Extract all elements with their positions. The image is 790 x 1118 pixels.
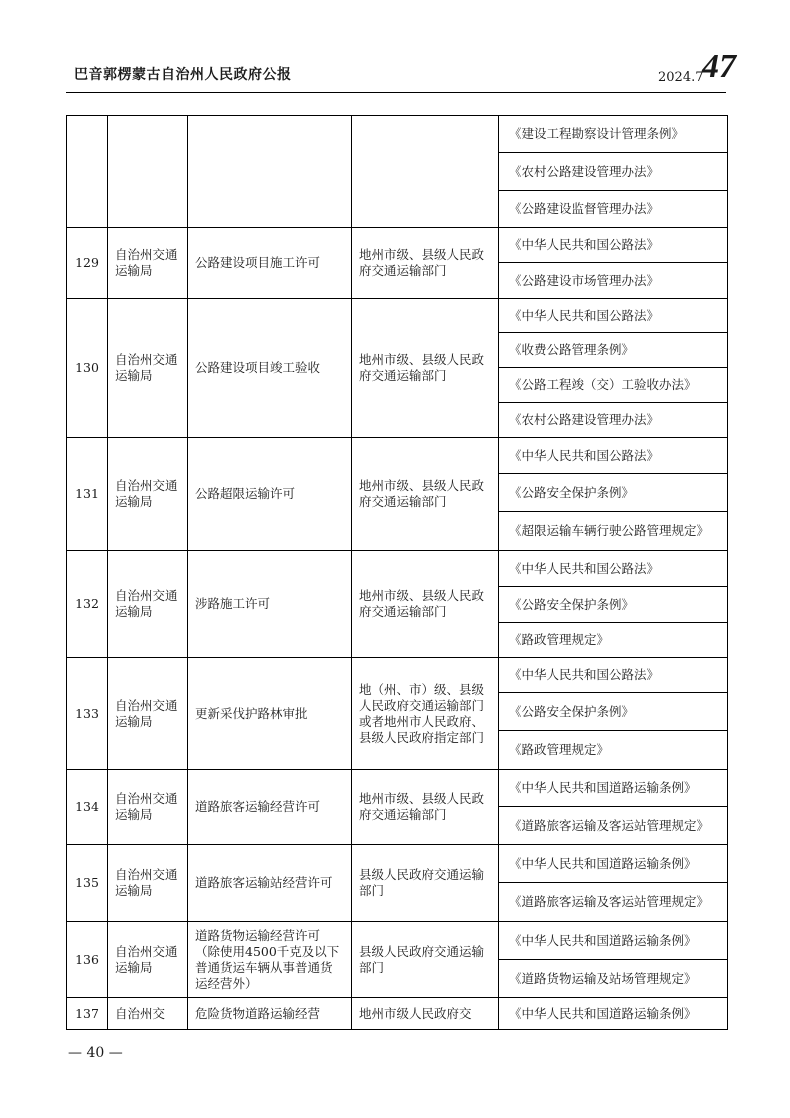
table-body <box>67 116 728 1030</box>
row-department: 自治州交通运输局 <box>108 770 188 845</box>
row-legal-basis: 《中华人民共和国公路法》 <box>499 438 728 474</box>
row-item-name: 公路建设项目施工许可 <box>188 228 352 299</box>
row-legal-basis: 《公路安全保护条例》 <box>499 693 728 731</box>
table-row <box>67 299 728 333</box>
row-legal-basis: 《超限运输车辆行驶公路管理规定》 <box>499 512 728 551</box>
row-number: 130 <box>67 299 108 438</box>
table-row <box>67 845 728 883</box>
row-department: 自治州交通运输局 <box>108 228 188 299</box>
row-item-name: 道路货物运输经营许可（除使用4500千克及以下普通货运车辆从事普通货运经营外） <box>188 922 352 998</box>
row-number: 132 <box>67 551 108 658</box>
row-legal-basis: 《中华人民共和国道路运输条例》 <box>499 845 728 883</box>
table-row <box>67 998 728 1030</box>
row-legal-basis: 《道路旅客运输及客运站管理规定》 <box>499 807 728 845</box>
row-legal-basis: 《道路货物运输及站场管理规定》 <box>499 960 728 998</box>
row-number: 134 <box>67 770 108 845</box>
row-authority <box>352 116 499 228</box>
table-row <box>67 922 728 960</box>
row-department: 自治州交通运输局 <box>108 922 188 998</box>
row-legal-basis: 《中华人民共和国道路运输条例》 <box>499 922 728 960</box>
row-authority: 地州市级、县级人民政府交通运输部门 <box>352 438 499 551</box>
row-legal-basis: 《中华人民共和国公路法》 <box>499 551 728 587</box>
row-number: 133 <box>67 658 108 770</box>
row-authority: 地州市级、县级人民政府交通运输部门 <box>352 228 499 299</box>
table-row <box>67 116 728 153</box>
row-department <box>108 116 188 228</box>
row-item-name: 公路建设项目竣工验收 <box>188 299 352 438</box>
row-legal-basis: 《公路工程竣（交）工验收办法》 <box>499 368 728 403</box>
row-legal-basis: 《公路安全保护条例》 <box>499 474 728 512</box>
row-item-name: 公路超限运输许可 <box>188 438 352 551</box>
row-number <box>67 116 108 228</box>
row-legal-basis: 《中华人民共和国道路运输条例》 <box>499 770 728 807</box>
row-legal-basis: 《路政管理规定》 <box>499 731 728 770</box>
row-department: 自治州交 <box>108 998 188 1030</box>
row-authority: 地州市级、县级人民政府交通运输部门 <box>352 299 499 438</box>
row-authority: 地州市级人民政府交 <box>352 998 499 1030</box>
row-number: 129 <box>67 228 108 299</box>
row-department: 自治州交通运输局 <box>108 658 188 770</box>
row-department: 自治州交通运输局 <box>108 438 188 551</box>
row-item-name: 更新采伐护路林审批 <box>188 658 352 770</box>
row-legal-basis: 《公路安全保护条例》 <box>499 587 728 623</box>
row-authority: 地（州、市）级、县级人民政府交通运输部门或者地州市人民政府、县级人民政府指定部门 <box>352 658 499 770</box>
row-legal-basis: 《收费公路管理条例》 <box>499 333 728 368</box>
table-row <box>67 438 728 474</box>
row-legal-basis: 《农村公路建设管理办法》 <box>499 153 728 191</box>
row-department: 自治州交通运输局 <box>108 551 188 658</box>
row-authority: 县级人民政府交通运输部门 <box>352 922 499 998</box>
row-item-name: 道路旅客运输站经营许可 <box>188 845 352 922</box>
row-authority: 县级人民政府交通运输部门 <box>352 845 499 922</box>
row-item-name: 危险货物道路运输经营 <box>188 998 352 1030</box>
row-legal-basis: 《农村公路建设管理办法》 <box>499 403 728 438</box>
row-legal-basis: 《建设工程勘察设计管理条例》 <box>499 116 728 153</box>
row-legal-basis: 《公路建设市场管理办法》 <box>499 263 728 299</box>
table-row <box>67 551 728 587</box>
approval-items-table <box>66 115 728 1030</box>
row-item-name <box>188 116 352 228</box>
issue-date: 2024.7 <box>658 70 704 85</box>
header-rule <box>66 92 726 93</box>
row-legal-basis: 《中华人民共和国道路运输条例》 <box>499 998 728 1030</box>
row-legal-basis: 《公路建设监督管理办法》 <box>499 191 728 228</box>
row-number: 135 <box>67 845 108 922</box>
page-number: — 40 — <box>68 1045 123 1061</box>
row-legal-basis: 《道路旅客运输及客运站管理规定》 <box>499 883 728 922</box>
table-row <box>67 658 728 693</box>
row-number: 131 <box>67 438 108 551</box>
row-department: 自治州交通运输局 <box>108 299 188 438</box>
table-row <box>67 228 728 263</box>
row-number: 137 <box>67 998 108 1030</box>
row-item-name: 涉路施工许可 <box>188 551 352 658</box>
row-legal-basis: 《中华人民共和国公路法》 <box>499 228 728 263</box>
row-number: 136 <box>67 922 108 998</box>
row-legal-basis: 《中华人民共和国公路法》 <box>499 658 728 693</box>
row-legal-basis: 《中华人民共和国公路法》 <box>499 299 728 333</box>
table-row <box>67 770 728 807</box>
row-legal-basis: 《路政管理规定》 <box>499 623 728 658</box>
row-authority: 地州市级、县级人民政府交通运输部门 <box>352 551 499 658</box>
row-item-name: 道路旅客运输经营许可 <box>188 770 352 845</box>
row-department: 自治州交通运输局 <box>108 845 188 922</box>
issue-number: 47 <box>702 48 736 85</box>
bulletin-title: 巴音郭楞蒙古自治州人民政府公报 <box>74 67 292 83</box>
row-authority: 地州市级、县级人民政府交通运输部门 <box>352 770 499 845</box>
